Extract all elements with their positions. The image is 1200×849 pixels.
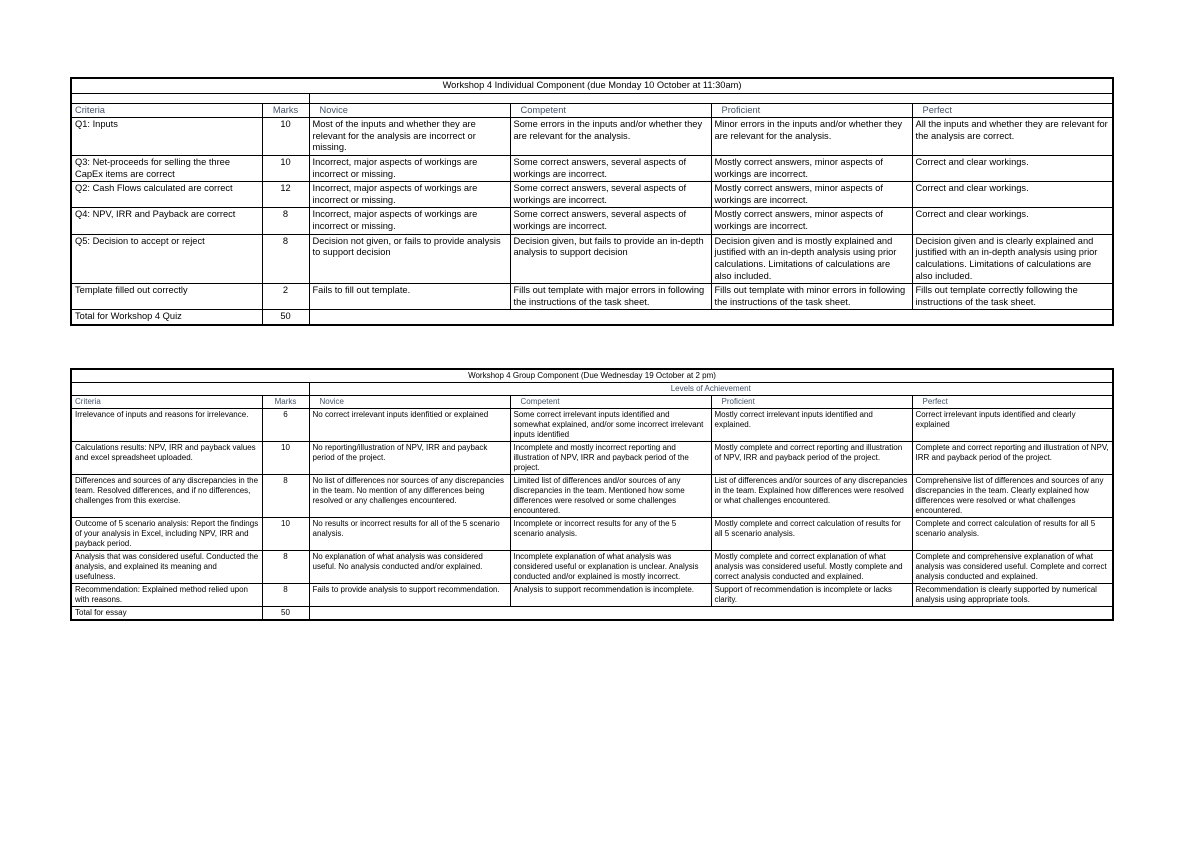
table-row — [71, 442, 1113, 475]
marks-cell: 8 — [262, 234, 309, 283]
novice-cell: Fails to fill out template. — [309, 284, 510, 310]
competent-cell: Some correct answers, several aspects of workings are incorrect. — [510, 182, 711, 208]
competent-cell: Some errors in the inputs and/or whether they are relevant for the analysis. — [510, 118, 711, 156]
header-row — [71, 103, 1113, 118]
marks-cell: 12 — [262, 182, 309, 208]
total-marks: 50 — [262, 310, 309, 325]
criteria-cell: Q2: Cash Flows calculated are correct — [71, 182, 262, 208]
header-criteria: Criteria — [71, 103, 262, 118]
header-competent: Competent — [510, 103, 711, 118]
marks-cell: 10 — [262, 442, 309, 475]
group-table-title: Workshop 4 Group Component (Due Wednesday 19 October at 2 pm) — [71, 369, 1113, 383]
header-criteria: Criteria — [71, 396, 262, 409]
table-row — [71, 409, 1113, 442]
marks-cell: 10 — [262, 118, 309, 156]
perfect-cell: Correct and clear workings. — [912, 156, 1113, 182]
header-perfect: Perfect — [912, 396, 1113, 409]
blank-cell — [71, 383, 309, 396]
header-proficient: Proficient — [711, 396, 912, 409]
header-row — [71, 396, 1113, 409]
criteria-cell: Q3: Net-proceeds for selling the three CapEx items are correct — [71, 156, 262, 182]
total-label: Total for essay — [71, 607, 262, 621]
marks-cell: 2 — [262, 284, 309, 310]
proficient-cell: Fills out template with minor errors in following the instructions of the task sheet. — [711, 284, 912, 310]
novice-cell: No reporting/illustration of NPV, IRR and payback period of the project. — [309, 442, 510, 475]
perfect-cell: Correct irrelevant inputs identified and clearly explained — [912, 409, 1113, 442]
proficient-cell: Minor errors in the inputs and/or whether they are relevant for the analysis. — [711, 118, 912, 156]
table-row — [71, 284, 1113, 310]
marks-cell: 6 — [262, 409, 309, 442]
competent-cell: Incomplete explanation of what analysis was considered useful or explanation is unclear. Analysis conducted and/or explained is mostly incorrect. — [510, 551, 711, 584]
spacer-row — [71, 93, 1113, 103]
header-competent: Competent — [510, 396, 711, 409]
proficient-cell: Mostly correct irrelevant inputs identified and explained. — [711, 409, 912, 442]
table-row — [71, 551, 1113, 584]
criteria-cell: Calculations results: NPV, IRR and payback values and excel spreadsheet uploaded. — [71, 442, 262, 475]
perfect-cell: All the inputs and whether they are relevant for the analysis are correct. — [912, 118, 1113, 156]
criteria-cell: Differences and sources of any discrepancies in the team. Resolved differences, and if no differences, challenges from this exercise. — [71, 475, 262, 518]
competent-cell: Incomplete or incorrect results for any of the 5 scenario analysis. — [510, 518, 711, 551]
competent-cell: Some correct answers, several aspects of workings are incorrect. — [510, 156, 711, 182]
marks-cell: 8 — [262, 208, 309, 234]
criteria-cell: Recommendation: Explained method relied upon with reasons. — [71, 584, 262, 607]
novice-cell: Fails to provide analysis to support recommendation. — [309, 584, 510, 607]
header-perfect: Perfect — [912, 103, 1113, 118]
criteria-cell: Template filled out correctly — [71, 284, 262, 310]
individual-rubric-table — [70, 77, 1114, 326]
perfect-cell: Recommendation is clearly supported by numerical analysis using appropriate tools. — [912, 584, 1113, 607]
competent-cell: Analysis to support recommendation is incomplete. — [510, 584, 711, 607]
total-marks: 50 — [262, 607, 309, 621]
novice-cell: No results or incorrect results for all of the 5 scenario analysis. — [309, 518, 510, 551]
novice-cell: Decision not given, or fails to provide analysis to support decision — [309, 234, 510, 283]
perfect-cell: Comprehensive list of differences and sources of any discrepancies in the team. Clearly explained how differences were resolved or what challenges encountered. — [912, 475, 1113, 518]
criteria-cell: Analysis that was considered useful. Conducted the analysis, and explained its meaning and usefulness. — [71, 551, 262, 584]
novice-cell: Most of the inputs and whether they are relevant for the analysis are incorrect or missing. — [309, 118, 510, 156]
proficient-cell: Support of recommendation is incomplete or lacks clarity. — [711, 584, 912, 607]
novice-cell: Incorrect, major aspects of workings are incorrect or missing. — [309, 182, 510, 208]
novice-cell: Incorrect, major aspects of workings are incorrect or missing. — [309, 208, 510, 234]
competent-cell: Some correct answers, several aspects of workings are incorrect. — [510, 208, 711, 234]
perfect-cell: Correct and clear workings. — [912, 208, 1113, 234]
table-row — [71, 208, 1113, 234]
criteria-cell: Q5: Decision to accept or reject — [71, 234, 262, 283]
perfect-cell: Complete and comprehensive explanation of what analysis was considered useful. Complete and correct analysis conducted and explained. — [912, 551, 1113, 584]
proficient-cell: Decision given and is mostly explained and justified with an in-depth analysis using prior calculations. Limitations of calculations are also included. — [711, 234, 912, 283]
criteria-cell: Q4: NPV, IRR and Payback are correct — [71, 208, 262, 234]
total-label: Total for Workshop 4 Quiz — [71, 310, 262, 325]
novice-cell: Incorrect, major aspects of workings are incorrect or missing. — [309, 156, 510, 182]
competent-cell: Decision given, but fails to provide an in-depth analysis to support decision — [510, 234, 711, 283]
marks-cell: 8 — [262, 551, 309, 584]
table-row — [71, 156, 1113, 182]
criteria-cell: Q1: Inputs — [71, 118, 262, 156]
competent-cell: Incomplete and mostly incorrect reporting and illustration of NPV, IRR and payback period of the project. — [510, 442, 711, 475]
proficient-cell: Mostly correct answers, minor aspects of workings are incorrect. — [711, 156, 912, 182]
proficient-cell: Mostly complete and correct reporting and illustration of NPV, IRR and payback period of the project. — [711, 442, 912, 475]
table-row — [71, 518, 1113, 551]
individual-table-title: Workshop 4 Individual Component (due Monday 10 October at 11:30am) — [71, 78, 1113, 93]
proficient-cell: Mostly complete and correct explanation of what analysis was considered useful. Mostly complete and correct analysis conducted and explained. — [711, 551, 912, 584]
table-row — [71, 475, 1113, 518]
criteria-cell: Irrelevance of inputs and reasons for irrelevance. — [71, 409, 262, 442]
perfect-cell: Complete and correct calculation of results for all 5 scenario analysis. — [912, 518, 1113, 551]
marks-cell: 8 — [262, 475, 309, 518]
novice-cell: No correct irrelevant inputs idenfitied or explained — [309, 409, 510, 442]
perfect-cell: Correct and clear workings. — [912, 182, 1113, 208]
header-novice: Novice — [309, 103, 510, 118]
levels-of-achievement-label: Levels of Achievement — [309, 383, 1113, 396]
novice-cell: No list of differences nor sources of any discrepancies in the team. No mention of any differences being resolved or any challenges encountered. — [309, 475, 510, 518]
header-marks: Marks — [262, 396, 309, 409]
marks-cell: 10 — [262, 518, 309, 551]
proficient-cell: Mostly complete and correct calculation of results for all 5 scenario analysis. — [711, 518, 912, 551]
header-proficient: Proficient — [711, 103, 912, 118]
blank-cell — [309, 310, 1113, 325]
table-row — [71, 118, 1113, 156]
table-row — [71, 584, 1113, 607]
marks-cell: 8 — [262, 584, 309, 607]
competent-cell: Fills out template with major errors in following the instructions of the task sheet. — [510, 284, 711, 310]
competent-cell: Limited list of differences and/or sources of any discrepancies in the team. Mentioned how some differences were resolved or some challenges encountered. — [510, 475, 711, 518]
blank-cell — [309, 607, 1113, 621]
perfect-cell: Complete and correct reporting and illustration of NPV, IRR and payback period of the project. — [912, 442, 1113, 475]
header-marks: Marks — [262, 103, 309, 118]
proficient-cell: List of differences and/or sources of any discrepancies in the team. Explained how differences were resolved or what challenges encountered. — [711, 475, 912, 518]
proficient-cell: Mostly correct answers, minor aspects of workings are incorrect. — [711, 208, 912, 234]
table-row — [71, 234, 1113, 283]
total-row — [71, 607, 1113, 621]
marks-cell: 10 — [262, 156, 309, 182]
proficient-cell: Mostly correct answers, minor aspects of workings are incorrect. — [711, 182, 912, 208]
group-rubric-table — [70, 368, 1114, 621]
total-row — [71, 310, 1113, 325]
perfect-cell: Decision given and is clearly explained and justified with an in-depth analysis using prior calculations. Limitations of calculations are also included. — [912, 234, 1113, 283]
perfect-cell: Fills out template correctly following the instructions of the task sheet. — [912, 284, 1113, 310]
header-novice: Novice — [309, 396, 510, 409]
table-row — [71, 182, 1113, 208]
competent-cell: Some correct irrelevant inputs identified and somewhat explained, and/or some incorrect irrelevant inputs identified — [510, 409, 711, 442]
novice-cell: No explanation of what analysis was considered useful. No analysis conducted and/or explained. — [309, 551, 510, 584]
criteria-cell: Outcome of 5 scenario analysis: Report the findings of your analysis in Excel, including NPV, IRR and payback period. — [71, 518, 262, 551]
